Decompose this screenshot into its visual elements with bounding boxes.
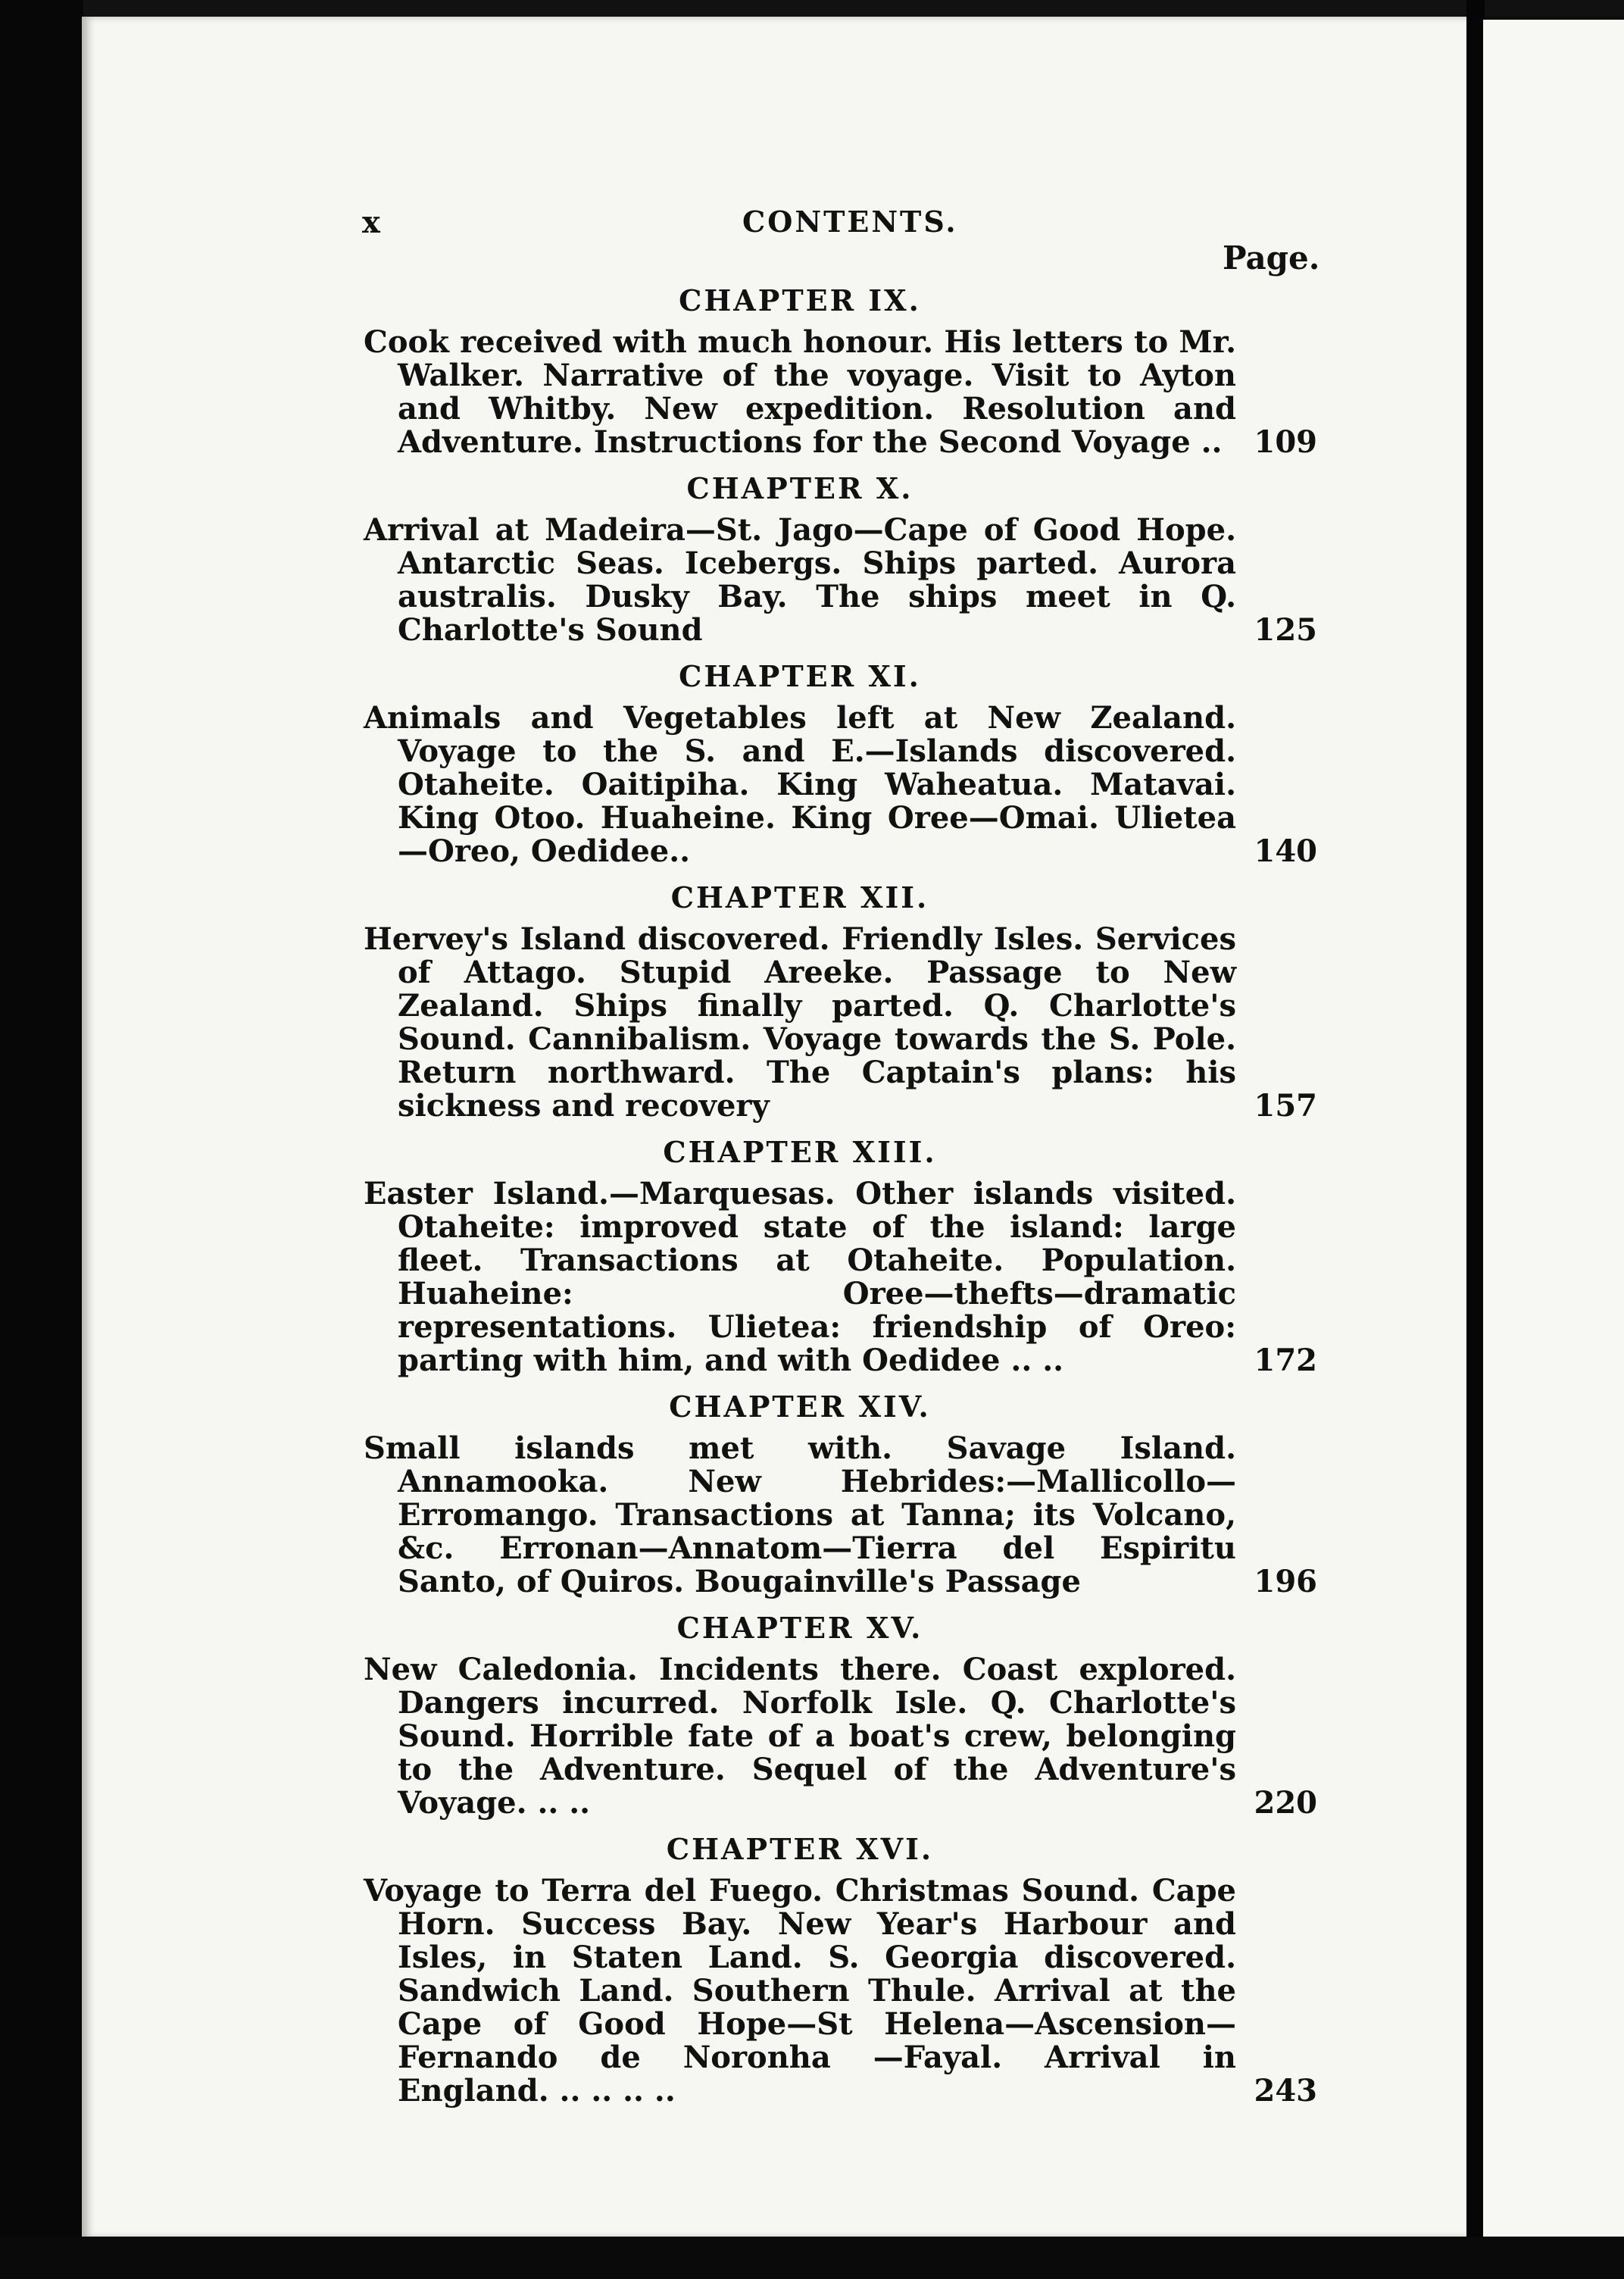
chapter-heading: CHAPTER XIV. xyxy=(669,1390,931,1424)
chapter-heading: CHAPTER XVI. xyxy=(666,1832,934,1866)
chapter-summary xyxy=(364,700,1317,869)
chapter-heading: CHAPTER X. xyxy=(686,471,914,505)
chapter-heading: CHAPTER XI. xyxy=(679,659,921,693)
scan-left-edge xyxy=(0,0,83,2279)
chapter-entry xyxy=(364,1133,1318,1377)
chapter-summary xyxy=(364,1430,1317,1599)
scan-bottom-edge xyxy=(0,2237,1624,2279)
chapter-heading: CHAPTER XV. xyxy=(676,1611,923,1645)
chapter-page-number: 157 xyxy=(1254,1088,1317,1124)
table-of-contents xyxy=(364,282,1318,2108)
chapter-summary xyxy=(364,324,1317,460)
chapter-heading: CHAPTER IX. xyxy=(679,283,921,317)
chapter-summary xyxy=(364,921,1317,1124)
chapter-entry xyxy=(364,282,1318,459)
chapter-heading: CHAPTER XII. xyxy=(670,880,929,914)
chapter-summary-text: Animals and Vegetables left at New Zealand. Voyage to the S. and E.—Islands discovered. Otaheite. Oaitipiha. King Waheatua. Matavai. King Otoo. Huaheine. King Oree—Omai. Ulietea—Oreo, Oedidee.. xyxy=(364,700,1236,869)
scan-top-edge xyxy=(0,0,1624,17)
chapter-entry xyxy=(364,1609,1318,1820)
chapter-summary-text: Easter Island.—Marquesas. Other islands visited. Otaheite: improved state of the island: large fleet. Transactions at Otaheite. Population. Huaheine: Oree—thefts—dramatic representations. Ulietea: friendship of Oreo: parting with him, and with Oedidee .. .. xyxy=(364,1176,1236,1378)
chapter-page-number: 196 xyxy=(1254,1564,1317,1599)
chapter-summary xyxy=(364,1652,1317,1821)
chapter-page-number: 125 xyxy=(1254,612,1317,648)
book-gutter xyxy=(1466,0,1485,2279)
chapter-page-number: 140 xyxy=(1254,833,1317,869)
facing-page-edge xyxy=(1483,20,1624,2240)
chapter-entry xyxy=(364,879,1318,1123)
chapter-entry xyxy=(364,658,1318,868)
contents-title: CONTENTS. xyxy=(742,205,958,239)
chapter-entry xyxy=(364,1830,1318,2108)
chapter-summary-text: Cook received with much honour. His letters to Mr. Walker. Narrative of the voyage. Visit to Ayton and Whitby. New expedition. Resolution and Adventure. Instructions for the Second Voyage .. xyxy=(364,324,1236,460)
chapter-summary-text: Small islands met with. Savage Island. Annamooka. New Hebrides:—Mallicollo—Erromango. Transactions at Tanna; its Volcano, &c. Erronan—Annatom—Tierra del Espiritu Santo, of Quiros. Bougainville's Passage xyxy=(364,1430,1236,1599)
chapter-page-number: 243 xyxy=(1254,2073,1317,2109)
chapter-page-number: 109 xyxy=(1254,424,1317,460)
chapter-heading: CHAPTER XIII. xyxy=(663,1135,937,1169)
chapter-summary xyxy=(364,512,1317,648)
chapter-page-number: 220 xyxy=(1254,1785,1317,1821)
chapter-summary-text: Voyage to Terra del Fuego. Christmas Sound. Cape Horn. Success Bay. New Year's Harbour and Isles, in Staten Land. S. Georgia discovered. Sandwich Land. Southern Thule. Arrival at the Cape of Good Hope—St Helena—Ascension—Fernando de Noronha —Fayal. Arrival in England. .. .. .. .. xyxy=(364,1873,1236,2109)
chapter-entry xyxy=(364,1388,1318,1599)
chapter-entry xyxy=(364,470,1318,647)
roman-page-number: x xyxy=(362,205,380,240)
chapter-summary xyxy=(364,1873,1317,2109)
chapter-summary-text: Hervey's Island discovered. Friendly Isles. Services of Attago. Stupid Areeke. Passage to New Zealand. Ships finally parted. Q. Charlotte's Sound. Cannibalism. Voyage towards the S. Pole. Return northward. The Captain's plans: his sickness and recovery xyxy=(364,921,1236,1124)
chapter-page-number: 172 xyxy=(1254,1343,1317,1378)
page-column-label: Page. xyxy=(1223,239,1320,277)
chapter-summary-text: New Caledonia. Incidents there. Coast explored. Dangers incurred. Norfolk Isle. Q. Charlotte's Sound. Horrible fate of a boat's crew, belonging to the Adventure. Sequel of the Adventure's Voyage. .. .. xyxy=(364,1652,1236,1821)
chapter-summary-text: Arrival at Madeira—St. Jago—Cape of Good Hope. Antarctic Seas. Icebergs. Ships parted. Aurora australis. Dusky Bay. The ships meet in Q. Charlotte's Sound xyxy=(364,512,1236,648)
chapter-summary xyxy=(364,1176,1317,1378)
